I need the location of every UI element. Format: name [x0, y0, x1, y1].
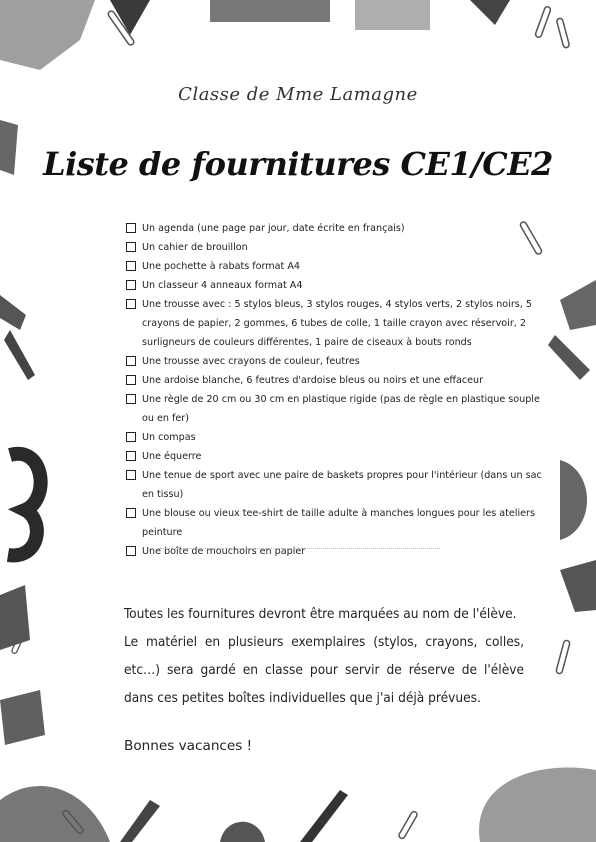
crayon-icon [0, 690, 45, 745]
checkbox[interactable] [126, 299, 136, 309]
pen-icon [120, 800, 160, 842]
stone-icon [479, 768, 596, 842]
marker-icon [548, 335, 590, 380]
list-item: Une règle de 20 cm ou 30 cm en plastique rigide (pas de règle en plastique souple ou en fer) [126, 390, 546, 428]
pencil-icon [560, 280, 596, 330]
list-item: Une blouse ou vieux tee-shirt de taille adulte à manches longues pour les ateliers peinture [126, 504, 546, 542]
checkbox[interactable] [126, 470, 136, 480]
eraser-icon [0, 0, 95, 70]
list-item: Une tenue de sport avec une paire de baskets propres pour l'intérieur (dans un sac en tissu) [126, 466, 546, 504]
paint-blob-icon [0, 786, 110, 842]
list-item: Une trousse avec : 5 stylos bleus, 3 stylos rouges, 4 stylos verts, 2 stylos noirs, 5 crayons de papier, 2 gommes, 6 tubes de colle, 1 taille crayon avec réservoir, 2 surligneurs de couleurs différentes, 1 paire de ciseaux à bouts ronds [126, 295, 546, 352]
pen-icon [470, 0, 510, 25]
checkbox[interactable] [126, 242, 136, 252]
class-name: Classe de Mme Lamagne [178, 84, 418, 105]
supply-list [126, 219, 546, 561]
pencil-icon [110, 0, 150, 35]
ruler-icon [210, 0, 330, 22]
checkbox[interactable] [126, 356, 136, 366]
list-item: Un agenda (une page par jour, date écrite en français) [126, 219, 546, 238]
list-item: Un compas [126, 428, 546, 447]
checkbox[interactable] [126, 451, 136, 461]
paperclip-icon [556, 640, 571, 674]
crayon-icon [4, 330, 35, 380]
list-item: Une boîte de mouchoirs en papier [126, 542, 546, 561]
closing-text: Bonnes vacances ! [124, 738, 253, 754]
sharpener-icon [560, 460, 587, 540]
dotted-separator [160, 548, 440, 551]
checkbox[interactable] [126, 261, 136, 271]
paperclip-icon [556, 18, 570, 49]
crayon-icon [560, 560, 596, 612]
scissors-icon [220, 822, 265, 842]
checkbox[interactable] [126, 223, 136, 233]
list-item: Une ardoise blanche, 6 feutres d'ardoise bleus ou noirs et une effaceur [126, 371, 546, 390]
list-item: Une pochette à rabats format A4 [126, 257, 546, 276]
checkbox[interactable] [126, 546, 136, 556]
page-title: Liste de fournitures CE1/CE2 [43, 145, 553, 183]
list-item: Une trousse avec crayons de couleur, feutres [126, 352, 546, 371]
checkbox[interactable] [126, 508, 136, 518]
paperclip-icon [535, 6, 552, 38]
checkbox[interactable] [126, 280, 136, 290]
paperclip-icon [398, 811, 418, 840]
note-paragraph: Le matériel en plusieurs exemplaires (stylos, crayons, colles, etc…) sera gardé en classe pour servir de réserve de l'élève dans ces petites boîtes individuelles que j'ai déjà prévues. [124, 634, 524, 706]
pencil-icon [0, 585, 30, 650]
checkbox[interactable] [126, 394, 136, 404]
notebook-icon [355, 0, 430, 30]
notes [124, 600, 524, 712]
list-item: Une équerre [126, 447, 546, 466]
list-item: Un classeur 4 anneaux format A4 [126, 276, 546, 295]
clip-icon [8, 454, 41, 556]
pencil-icon [300, 790, 348, 842]
checkbox[interactable] [126, 432, 136, 442]
list-item: Un cahier de brouillon [126, 238, 546, 257]
note-paragraph: Toutes les fournitures devront être marquées au nom de l'élève. [124, 606, 517, 622]
marker-icon [0, 295, 26, 330]
checkbox[interactable] [126, 375, 136, 385]
